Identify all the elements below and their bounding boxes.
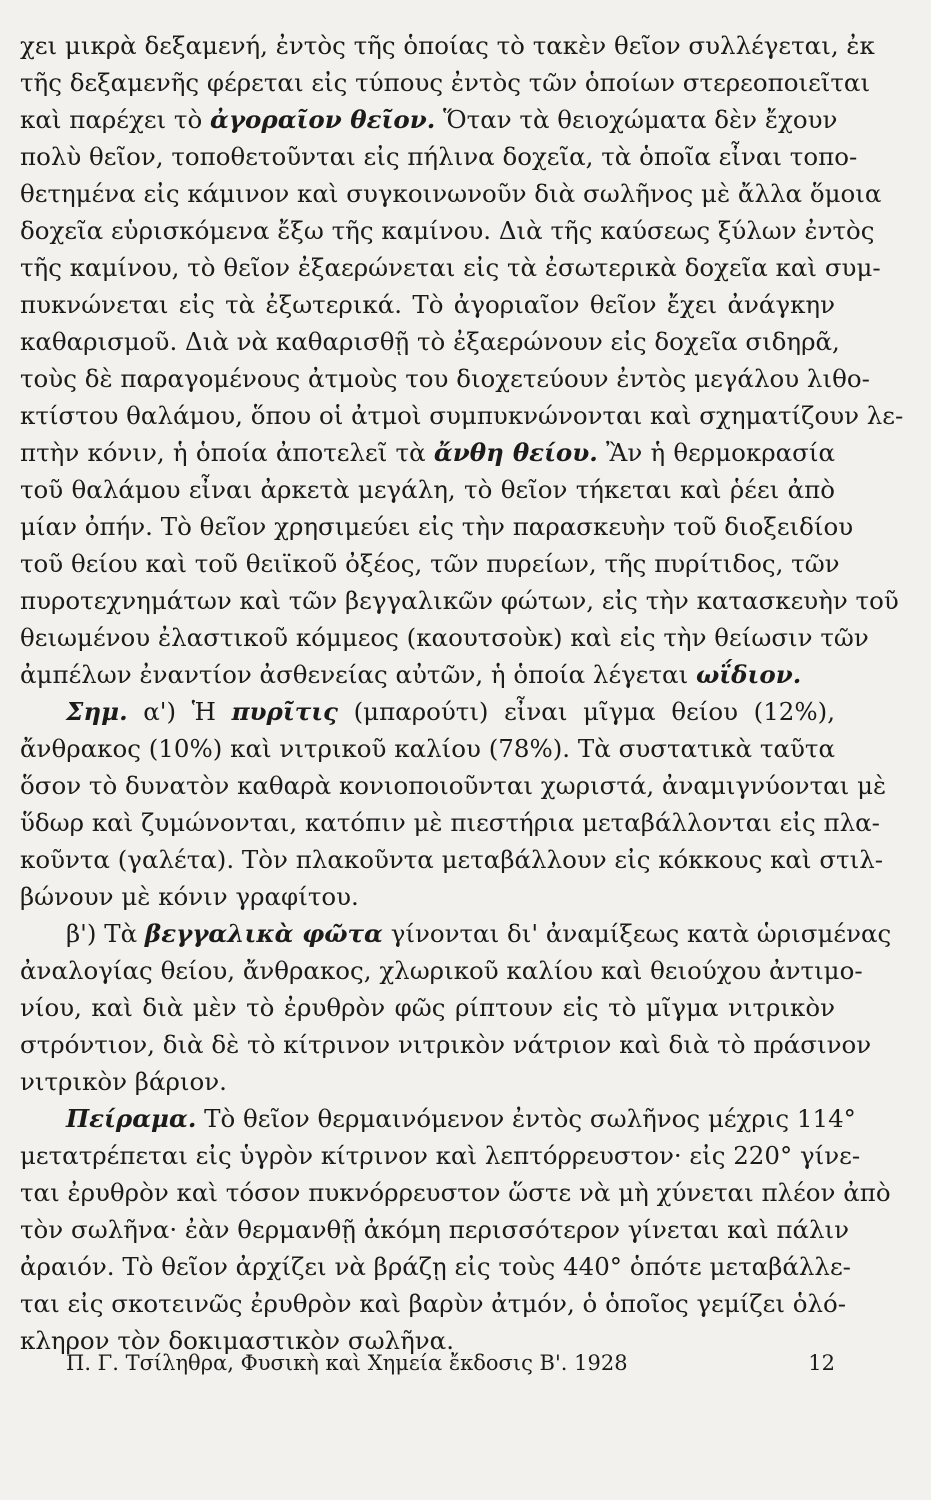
- emphasized-term: ωΐδιον.: [695, 660, 802, 689]
- note-line: Σημ. α') Ἡ πυρῖτις (μπαρούτι) εἶναι μῖγμα θείου (12%),: [66, 697, 835, 726]
- emphasized-term: βεγγαλικὰ φῶτα: [144, 919, 383, 948]
- text-line: πτὴν κόνιν, ἡ ὁποία ἀποτελεῖ τὰ ἄνθη θείου. Ἂν ἡ θερμοκρασία: [20, 438, 836, 467]
- note-label: Σημ.: [66, 697, 128, 726]
- experiment-label: Πείραμα.: [66, 1104, 197, 1133]
- text-line: ὅσον τὸ δυνατὸν καθαρὰ κονιοποιοῦνται χωριστά, ἀναμιγνύονται μὲ: [20, 771, 887, 800]
- emphasized-term: ἀγοραῖον θεῖον.: [210, 105, 436, 134]
- note-line: β') Τὰ βεγγαλικὰ φῶτα γίνονται δι' ἀναμίξεως κατὰ ὡρισμένας: [66, 919, 892, 948]
- emphasized-term: πυρῖτις: [231, 697, 338, 726]
- text-line: θειωμένου ἐλαστικοῦ κόμμεος (καουτσοὺκ) καὶ εἰς τὴν θείωσιν τῶν: [20, 623, 869, 652]
- text-line: ται εἰς σκοτεινῶς ἐρυθρὸν καὶ βαρὺν ἀτμόν, ὁ ὁποῖος γεμίζει ὁλό-: [20, 1289, 847, 1318]
- text-line: καὶ παρέχει τὸ ἀγοραῖον θεῖον. Ὅταν τὰ θειοχώματα δὲν ἔχουν: [20, 105, 838, 134]
- text-line: βώνουν μὲ κόνιν γραφίτου.: [20, 882, 359, 911]
- emphasized-term: ἄνθη θείου.: [433, 438, 598, 467]
- text-line: ἀμπέλων ἐναντίον ἀσθενείας αὐτῶν, ἡ ὁποία λέγεται ωΐδιον.: [20, 660, 802, 689]
- text-line: τοῦ θαλάμου εἶναι ἀρκετὰ μεγάλη, τὸ θεῖον τήκεται καὶ ῥέει ἀπὸ: [20, 475, 835, 504]
- text-line: κληρον τὸν δοκιμαστικὸν σωλῆνα.: [20, 1326, 454, 1355]
- text-line: κτίστου θαλάμου, ὅπου οἱ ἀτμοὶ συμπυκνώνονται καὶ σχηματίζουν λε-: [20, 401, 904, 430]
- text-line: πυροτεχνημάτων καὶ τῶν βεγγαλικῶν φώτων, εἰς τὴν κατασκευὴν τοῦ: [20, 586, 899, 615]
- experiment-line: Πείραμα. Τὸ θεῖον θερμαινόμενον ἐντὸς σωλῆνος μέχρις 114°: [66, 1104, 856, 1133]
- text-line: καθαρισμοῦ. Διὰ νὰ καθαρισθῇ τὸ ἐξαερώνουν εἰς δοχεῖα σιδηρᾶ,: [20, 327, 840, 356]
- text-line: νιτρικὸν βάριον.: [20, 1067, 227, 1096]
- text-line: τὸν σωλῆνα· ἐὰν θερμανθῇ ἀκόμη περισσότερον γίνεται καὶ πάλιν: [20, 1215, 850, 1244]
- page-footer: [66, 1345, 835, 1381]
- text-line: ὕδωρ καὶ ζυμώνονται, κατόπιν μὲ πιεστήρια μεταβάλλονται εἰς πλα-: [20, 808, 880, 837]
- text-line: μίαν ὀπήν. Τὸ θεῖον χρησιμεύει εἰς τὴν παρασκευὴν τοῦ διοξειδίου: [20, 512, 854, 541]
- text-line: μετατρέπεται εἰς ὑγρὸν κίτρινον καὶ λεπτόρρευστον· εἰς 220° γίνε-: [20, 1141, 861, 1170]
- book-citation: Π. Γ. Τσίληθρα, Φυσικὴ καὶ Χημεία ἔκδοσις Β'. 1928: [66, 1351, 628, 1375]
- text-line: δοχεῖα εὑρισκόμενα ἔξω τῆς καμίνου. Διὰ τῆς καύσεως ξύλων ἐντὸς: [20, 216, 875, 245]
- text-line: τοῦ θείου καὶ τοῦ θειϊκοῦ ὀξέος, τῶν πυρείων, τῆς πυρίτιδος, τῶν: [20, 549, 840, 578]
- text-line: πολὺ θεῖον, τοποθετοῦνται εἰς πήλινα δοχεῖα, τὰ ὁποῖα εἶναι τοπο-: [20, 142, 858, 171]
- text-line: ἀραιόν. Τὸ θεῖον ἀρχίζει νὰ βράζῃ εἰς τοὺς 440° ὁπότε μεταβάλλε-: [20, 1252, 851, 1281]
- text-line: ἀναλογίας θείου, ἄνθρακος, χλωρικοῦ καλίου καὶ θειούχου ἀντιμο-: [20, 956, 863, 985]
- text-line: ἄνθρακος (10%) καὶ νιτρικοῦ καλίου (78%). Τὰ συστατικὰ ταῦτα: [20, 734, 835, 763]
- text-line: νίου, καὶ διὰ μὲν τὸ ἐρυθρὸν φῶς ρίπτουν εἰς τὸ μῖγμα νιτρικὸν: [20, 993, 835, 1022]
- text-line: τοὺς δὲ παραγομένους ἀτμοὺς του διοχετεύουν ἐντὸς μεγάλου λιθο-: [20, 364, 870, 393]
- page-number: 12: [808, 1351, 835, 1375]
- text-line: τῆς δεξαμενῆς φέρεται εἰς τύπους ἐντὸς τῶν ὁποίων στερεοποιεῖται: [20, 68, 871, 97]
- text-line: πυκνώνεται εἰς τὰ ἐξωτερικά. Τὸ ἀγοριαῖον θεῖον ἔχει ἀνάγκην: [20, 290, 835, 319]
- text-line: στρόντιον, διὰ δὲ τὸ κίτρινον νιτρικὸν νάτριον καὶ διὰ τὸ πράσινον: [20, 1030, 872, 1059]
- text-line: θετημένα εἰς κάμινον καὶ συγκοινωνοῦν διὰ σωλῆνος μὲ ἄλλα ὅμοια: [20, 179, 882, 208]
- text-line: κοῦντα (γαλέτα). Τὸν πλακοῦντα μεταβάλλουν εἰς κόκκους καὶ στιλ-: [20, 845, 884, 874]
- text-line: χει μικρὰ δεξαμενή, ἐντὸς τῆς ὁποίας τὸ τακὲν θεῖον συλλέγεται, ἐκ: [20, 31, 875, 60]
- text-line: ται ἐρυθρὸν καὶ τόσον πυκνόρρευστον ὥστε νὰ μὴ χύνεται πλέον ἀπὸ: [20, 1178, 891, 1207]
- text-line: τῆς καμίνου, τὸ θεῖον ἐξαερώνεται εἰς τὰ ἐσωτερικὰ δοχεῖα καὶ συμ-: [20, 253, 881, 282]
